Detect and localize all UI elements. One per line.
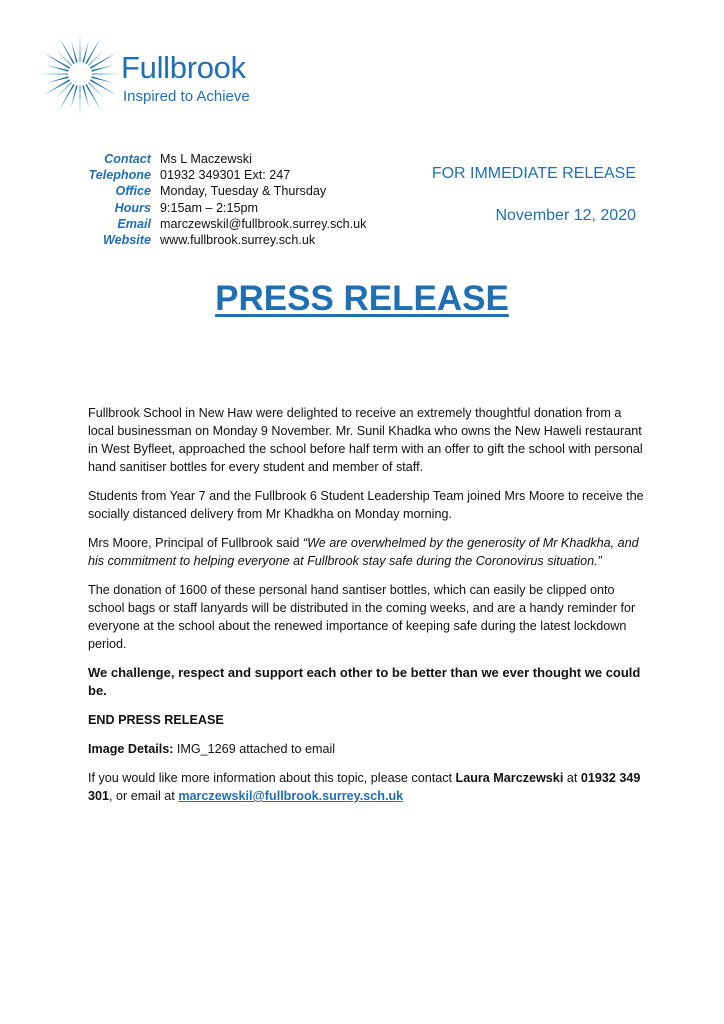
office-value: Monday, Tuesday & Thursday — [160, 184, 327, 199]
logo-ray — [56, 82, 72, 98]
contact-name: Ms L Maczewski — [160, 152, 252, 166]
contact-row — [60, 183, 366, 199]
contact-phone: 01932 349 301 — [88, 771, 641, 803]
end-release: END PRESS RELEASE — [88, 713, 224, 727]
more-info-text: If you would like more information about this topic, please contact — [88, 771, 456, 785]
logo-name: Fullbrook — [121, 50, 246, 85]
image-details — [88, 740, 648, 758]
more-info-at: at — [563, 771, 581, 785]
logo-ray — [79, 86, 81, 114]
hours-label: Hours — [114, 200, 151, 215]
paragraph-donation: Fullbrook School in New Haw were delighted to receive an extremely thoughtful donation from a local businessman on Monday 9 November. Mr. Sunil Khadka who owns the New Haweli restaurant in West Byfleet, approached the school before half term with an offer to gift the school with personal hand sanitiser bottles for every student and member of staff. — [88, 406, 643, 474]
paragraph-distribution: The donation of 1600 of these personal hand santiser bottles, which can easily be clipped onto school bags or staff lanyards will be distributed in the coming weeks, and are a handy reminder for everyone at the school about the renewed importance of keeping safe during the latest lockdown period. — [88, 583, 636, 651]
more-info-email-text: , or email at — [109, 789, 179, 803]
release-date: November 12, 2020 — [495, 207, 636, 224]
release-heading: FOR IMMEDIATE RELEASE — [431, 165, 636, 182]
logo-tagline: Inspired to Achieve — [123, 88, 250, 105]
contact-row — [60, 232, 366, 248]
email-value[interactable]: marczewskil@fullbrook.surrey.sch.uk — [160, 216, 367, 231]
quote-text: “We are overwhelmed by the generosity of Mr Khadkha, and his commitment to helping everyone at Fullbrook stay safe during the Coronovirus situation.” — [88, 536, 639, 568]
image-details-label: Image Details: — [88, 742, 174, 756]
starburst-logo-icon — [36, 30, 122, 114]
image-details-value: IMG_1269 attached to email — [173, 742, 336, 756]
quote-intro: Mrs Moore, Principal of Fullbrook said — [88, 536, 303, 550]
contact-row — [60, 200, 366, 216]
logo-ray — [88, 82, 104, 98]
more-info — [88, 769, 648, 805]
press-body — [88, 404, 648, 816]
paragraph-delivery: Students from Year 7 and the Fullbrook 6 Student Leadership Team joined Mrs Moore to receive the socially distanced delivery from Mr Khadkha on Monday morning. — [88, 489, 644, 521]
website-label: Website — [102, 233, 151, 248]
office-label: Office — [115, 184, 151, 199]
logo-ray — [92, 73, 122, 75]
logo-center — [71, 65, 89, 83]
email-label: Email — [117, 216, 151, 231]
telephone-label: Telephone — [88, 168, 151, 183]
logo-ray — [38, 73, 68, 75]
contact-row — [60, 167, 366, 183]
website-value[interactable]: www.fullbrook.surrey.sch.uk — [160, 233, 316, 248]
contact-email-link[interactable]: marczewskil@fullbrook.surrey.sch.uk — [178, 789, 404, 803]
contact-block — [60, 151, 366, 248]
hours-value: 9:15am – 2:15pm — [160, 200, 259, 215]
paragraph-quote — [88, 534, 648, 570]
school-logo — [36, 30, 266, 114]
logo-ray — [79, 32, 81, 62]
logo-ray — [88, 50, 104, 66]
school-motto: We challenge, respect and support each other to be better than we ever thought we could be. — [88, 665, 641, 698]
page-title-text: PRESS RELEASE — [215, 279, 509, 318]
contact-row — [60, 216, 366, 232]
contact-label: Contact — [104, 152, 151, 166]
logo-ray — [56, 50, 72, 66]
page-title — [0, 279, 724, 319]
telephone-value: 01932 349301 Ext: 247 — [160, 168, 291, 183]
contact-person: Laura Marczewski — [455, 771, 564, 785]
contact-row — [60, 151, 366, 167]
